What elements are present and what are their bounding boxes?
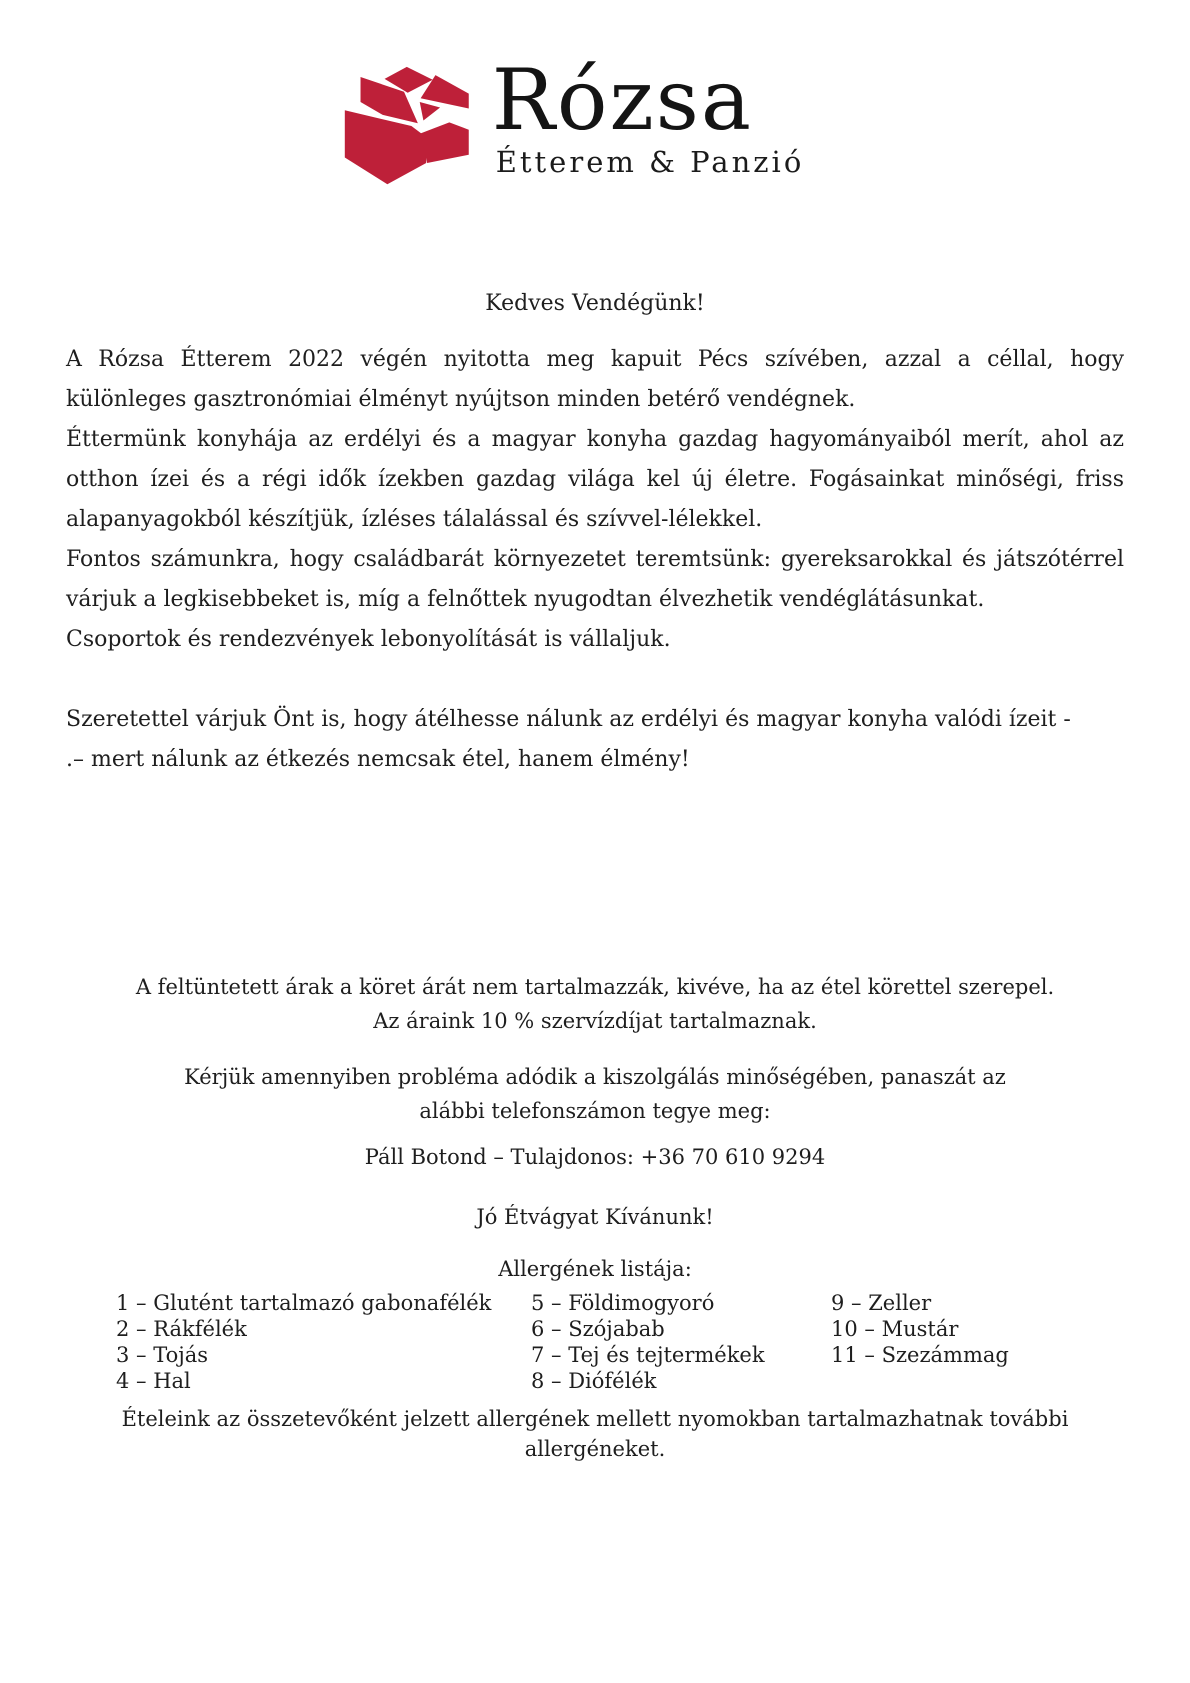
logo-text-block xyxy=(491,51,805,179)
greeting-heading: Kedves Vendégünk! xyxy=(485,291,705,316)
allergen-item: 2 – Rákfélék xyxy=(116,1317,247,1341)
notes-section xyxy=(0,970,1190,1234)
allergen-column-3 xyxy=(831,1290,1124,1394)
pricing-note-line-2: Az áraink 10 % szervízdíjat tartalmaznak. xyxy=(373,1009,817,1033)
intro-paragraph-3: Fontos számunkra, hogy családbarát környezetet teremtsünk: gyereksarokkal és játszótérrel várjuk a legkisebbeket is, míg a felnőttek nyugodtan élvezhetik vendéglátásunkat. xyxy=(66,547,1124,612)
allergens-footnote: Ételeink az összetevőként jelzett allergének mellett nyomokban tartalmazhatnak további allergéneket. xyxy=(121,1407,1069,1461)
allergen-item: 6 – Szójabab xyxy=(531,1317,665,1341)
intro-paragraph-1: A Rózsa Étterem 2022 végén nyitotta meg kapuit Pécs szívében, azzal a céllal, hogy különleges gasztronómiai élményt nyújtson minden betérő vendégnek. xyxy=(66,347,1124,412)
intro-paragraph-6: .– mert nálunk az étkezés nemcsak étel, hanem élmény! xyxy=(66,747,690,772)
owner-contact-line: Páll Botond – Tulajdonos: +36 70 610 9294 xyxy=(364,1145,826,1169)
brand-tagline: Étterem & Panzió xyxy=(495,144,805,179)
allergen-item: 11 – Szezámmag xyxy=(831,1343,1009,1367)
intro-paragraph-2: Éttermünk konyhája az erdélyi és a magyar konyha gazdag hagyományaiból merít, ahol az otthon ízei és a régi idők ízekben gazdag világa kel új életre. Fogásainkat minőségi, friss alapanyagokból készítjük, ízléses tálalással és szívvel-lélekkel. xyxy=(66,427,1124,532)
allergen-item: 3 – Tojás xyxy=(116,1343,209,1367)
allergen-item: 10 – Mustár xyxy=(831,1317,959,1341)
rose-logo-icon xyxy=(330,46,478,194)
allergen-item: 8 – Diófélék xyxy=(531,1369,657,1393)
pricing-note-line-1: A feltüntetett árak a köret árát nem tartalmazzák, kivéve, ha az étel körettel szerepel. xyxy=(135,975,1055,999)
allergen-item: 5 – Földimogyoró xyxy=(531,1291,715,1315)
allergen-column-1 xyxy=(116,1290,531,1394)
allergen-item: 1 – Glutént tartalmazó gabonafélék xyxy=(116,1291,492,1315)
complaint-note: Kérjük amennyiben probléma adódik a kiszolgálás minőségében, panaszát az alábbi telefonszámon tegye meg: xyxy=(184,1065,1006,1123)
allergen-column-2 xyxy=(531,1290,831,1394)
allergen-item: 4 – Hal xyxy=(116,1369,191,1393)
intro-text-block xyxy=(66,340,1124,780)
restaurant-logo xyxy=(0,46,1162,194)
bon-appetit-line: Jó Étvágyat Kívánunk! xyxy=(476,1205,714,1229)
intro-paragraph-4: Csoportok és rendezvények lebonyolítását is vállaljuk. xyxy=(66,627,671,652)
allergen-item: 9 – Zeller xyxy=(831,1291,932,1315)
intro-paragraph-5: Szeretettel várjuk Önt is, hogy átélhesse nálunk az erdélyi és magyar konyha valódi ízeit - xyxy=(66,707,1071,732)
allergen-table xyxy=(66,1290,1124,1394)
allergens-title: Allergének listája: xyxy=(498,1257,692,1281)
allergen-item: 7 – Tej és tejtermékek xyxy=(531,1343,765,1367)
brand-name: Rózsa xyxy=(491,51,753,150)
